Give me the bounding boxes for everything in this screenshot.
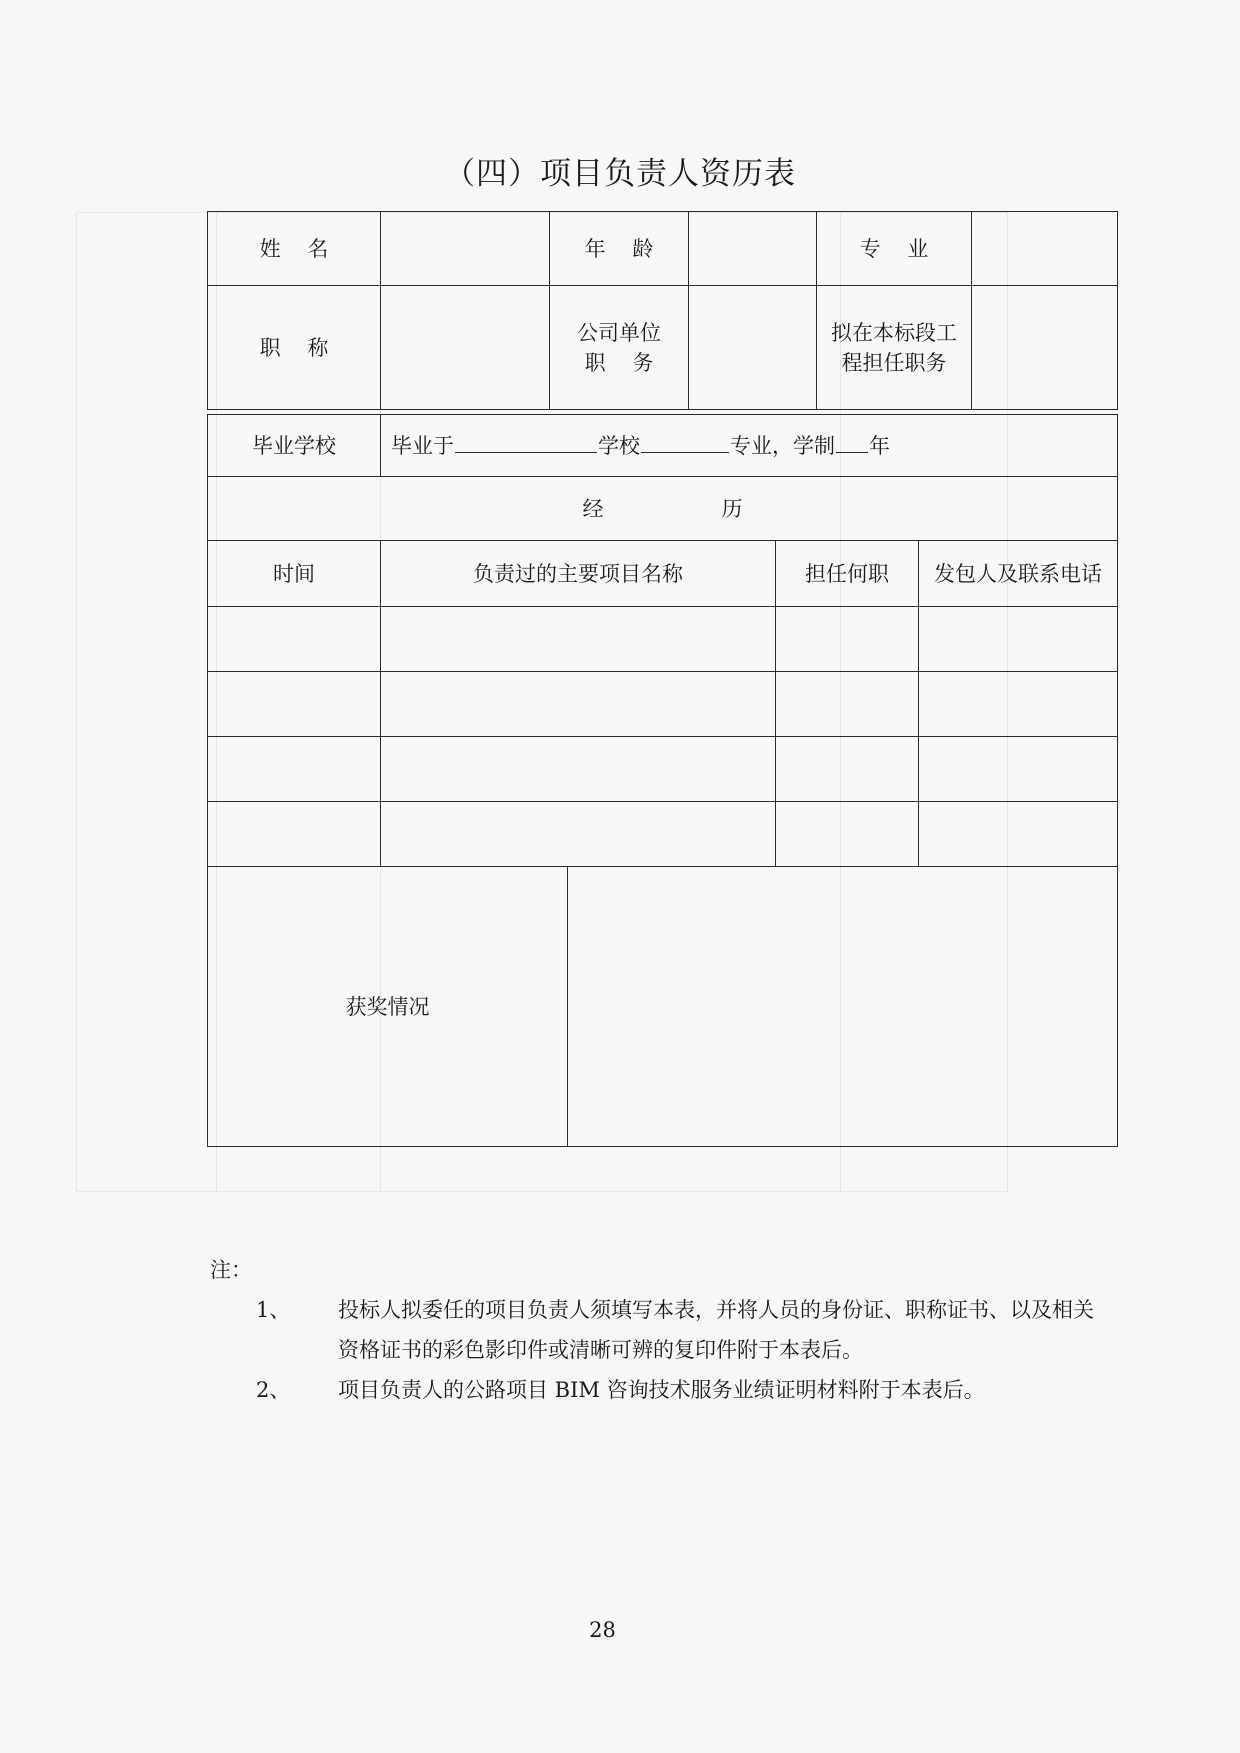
note-item-1 [256,1290,1110,1370]
cell-role [776,607,919,672]
personal-info-table [207,211,1118,410]
note-number: 1、 [256,1298,291,1322]
page-number: 28 [589,1618,616,1642]
note-text: 投标人拟委任的项目负责人须填写本表，并将人员的身份证、职称证书、以及相关资格证书的彩色影印件或清晰可辨的复印件附于本表后。 [338,1298,1094,1362]
company-position-value [689,286,817,410]
awards-label: 获奖情况 [208,867,568,1147]
cell-time [208,802,381,867]
cell-time [208,737,381,802]
cell-employer-contact [919,737,1118,802]
header-employer-contact: 发包人及联系电话 [919,541,1118,607]
major-label: 专 业 [817,212,972,286]
header-project-name: 负责过的主要项目名称 [381,541,776,607]
age-value [689,212,817,286]
school-blank [455,430,597,453]
experience-heading-row [208,477,1118,541]
major-suffix: 专业，学制 [730,434,835,458]
table-row [208,672,1118,737]
proposed-position-label-line1: 拟在本标段工 [831,320,957,345]
header-time: 时间 [208,541,381,607]
company-position-label [550,286,689,410]
notes-section [210,1250,1110,1410]
table-row [208,737,1118,802]
awards-value [568,867,1118,1147]
awards-row [208,867,1118,1147]
cell-employer-contact [919,672,1118,737]
year-suffix: 年 [869,434,890,458]
cell-employer-contact [919,607,1118,672]
title-label: 职 称 [208,286,381,410]
note-text: 项目负责人的公路项目 BIM 咨询技术服务业绩证明材料附于本表后。 [338,1378,985,1402]
cell-role [776,672,919,737]
company-position-label-line2: 职 务 [584,350,654,375]
cell-time [208,607,381,672]
major-value [972,212,1118,286]
major-blank [641,430,729,453]
experience-header-row [208,541,1118,607]
proposed-position-label-line2: 程担任职务 [841,350,947,375]
proposed-position-value [972,286,1118,410]
years-blank [836,430,868,453]
cell-project-name [381,802,776,867]
info-row-1 [208,212,1118,286]
school-fill-line [381,415,1118,477]
proposed-position-label [817,286,972,410]
header-role: 担任何职 [776,541,919,607]
cell-role [776,737,919,802]
experience-section-label [208,477,1118,541]
cell-employer-contact [919,802,1118,867]
cell-project-name [381,737,776,802]
cell-time [208,672,381,737]
notes-heading: 注： [210,1258,252,1282]
school-row [208,415,1118,477]
note-item-2 [256,1370,1110,1410]
note-number: 2、 [256,1378,291,1402]
age-label: 年 龄 [550,212,689,286]
page-title: （四）项目负责人资历表 [444,156,796,192]
cell-project-name [381,607,776,672]
school-label: 毕业学校 [208,415,381,477]
experience-section-label-text: 经历 [582,496,861,521]
title-value [381,286,550,410]
name-label: 姓 名 [208,212,381,286]
company-position-label-line1: 公司单位 [577,320,661,345]
school-prefix: 毕业于 [391,434,454,458]
cell-role [776,802,919,867]
name-value [381,212,550,286]
table-row [208,607,1118,672]
school-suffix: 学校 [598,434,640,458]
awards-table [207,866,1118,1147]
experience-table [207,540,1118,867]
info-row-2 [208,286,1118,410]
school-table [207,414,1118,541]
cell-project-name [381,672,776,737]
table-row [208,802,1118,867]
